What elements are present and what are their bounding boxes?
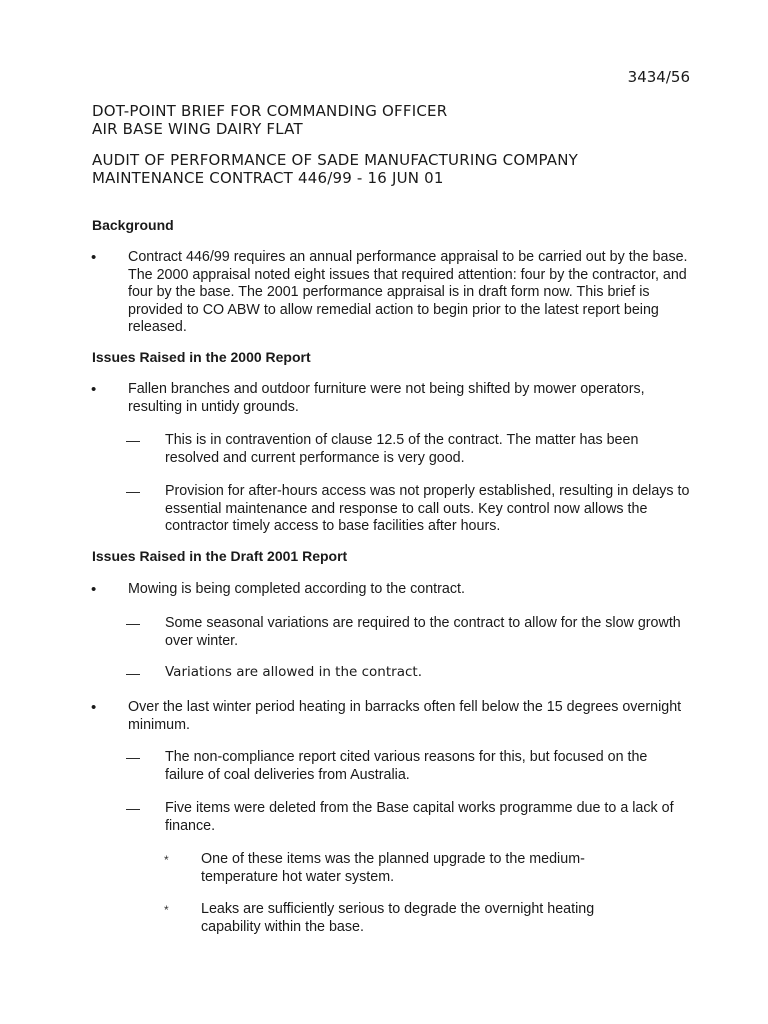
- title-line: DOT-POINT BRIEF FOR COMMANDING OFFICER: [92, 102, 448, 120]
- section-heading-2000-report: Issues Raised in the 2000 Report: [92, 349, 311, 365]
- list-item: This is in contravention of clause 12.5 of the contract. The matter has been resolved and current performance is very good.: [165, 432, 639, 466]
- list-item: The non-compliance report cited various reasons for this, but focused on the failure of coal deliveries from Australia.: [165, 749, 648, 783]
- list-item: One of these items was the planned upgrade to the medium-temperature hot water system.: [201, 851, 585, 885]
- list-item: Five items were deleted from the Base capital works programme due to a lack of finance.: [165, 800, 674, 834]
- subtitle-line: AUDIT OF PERFORMANCE OF SADE MANUFACTURING COMPANY: [92, 151, 579, 169]
- subtitle-line: MAINTENANCE CONTRACT 446/99 - 16 JUN 01: [92, 169, 444, 187]
- section-heading-2001-report: Issues Raised in the Draft 2001 Report: [92, 548, 348, 564]
- document-title: [92, 102, 447, 138]
- dash-marker: —: [126, 483, 140, 499]
- dash-marker: —: [126, 615, 140, 631]
- star-marker: *: [164, 903, 169, 917]
- dash-marker: —: [126, 749, 140, 765]
- list-item: Leaks are sufficiently serious to degrade the overnight heating capability within the base.: [201, 901, 595, 935]
- list-item: Mowing is being completed according to the contract.: [128, 581, 465, 597]
- title-line: AIR BASE WING DAIRY FLAT: [92, 120, 303, 138]
- list-item: Contract 446/99 requires an annual performance appraisal to be carried out by the base. The 2000 appraisal noted eight issues that required attention: four by the contractor, and four by the base. The 2001 performance appraisal is in draft form now. This brief is provided to CO ABW to allow remedial action to begin prior to the latest report being released.: [128, 249, 688, 335]
- document-subtitle: [92, 151, 578, 187]
- list-item: Fallen branches and outdoor furniture were not being shifted by mower operators, resulting in untidy grounds.: [128, 381, 645, 415]
- list-item: Provision for after-hours access was not properly established, resulting in delays to essential maintenance and response to call outs. Key control now allows the contractor timely access to base facilities after hours.: [165, 483, 690, 534]
- list-item: Variations are allowed in the contract.: [165, 664, 422, 680]
- bullet-marker: •: [91, 699, 97, 716]
- list-item: Some seasonal variations are required to the contract to allow for the slow growth over winter.: [165, 615, 681, 649]
- section-heading-background: Background: [92, 217, 174, 233]
- document-reference-number: 3434/56: [627, 68, 690, 86]
- star-marker: *: [164, 853, 169, 867]
- dash-marker: —: [126, 800, 140, 816]
- bullet-marker: •: [91, 249, 97, 266]
- dash-marker: —: [126, 665, 140, 681]
- bullet-marker: •: [91, 381, 97, 398]
- list-item: Over the last winter period heating in barracks often fell below the 15 degrees overnight minimum.: [128, 699, 682, 733]
- bullet-marker: •: [91, 581, 97, 598]
- dash-marker: —: [126, 432, 140, 448]
